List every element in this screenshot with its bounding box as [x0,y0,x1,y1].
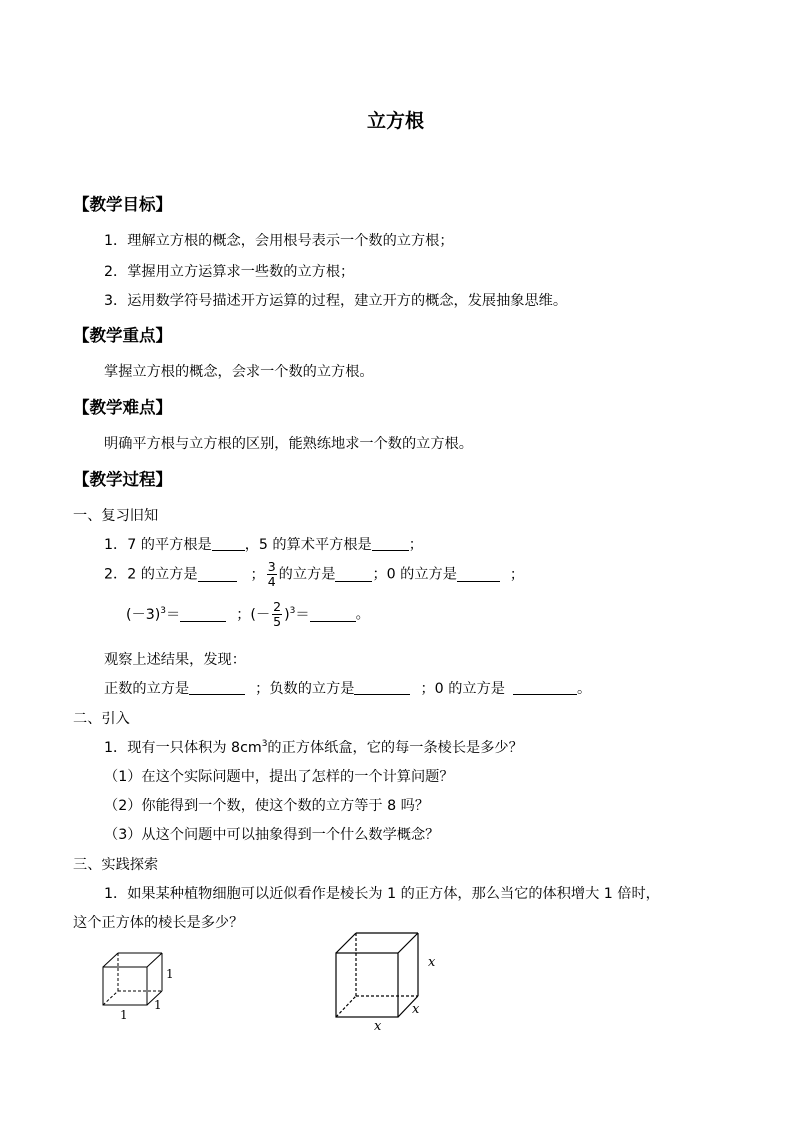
large-cube-figure [336,933,418,1017]
goal-item: 1．理解立方根的概念，会用根号表示一个数的立方根； [104,233,454,249]
small-cube-right-label: 1 [166,967,174,981]
small-cube-front-face [103,967,147,1005]
small-cube-depth-label: 1 [154,998,162,1012]
review-heading: 一、复习旧知 [73,508,159,524]
large-cube-depth-label: x [412,1002,420,1017]
intro-sub-question: （1）在这个实际问题中，提出了怎样的一个计算问题？ [104,769,454,785]
difficult-heading: 【教学难点】 [73,398,172,417]
process-heading: 【教学过程】 [73,470,172,489]
intro-heading: 二、引入 [73,711,130,727]
large-cube-right-label: x [428,955,436,970]
difficult-text: 明确平方根与立方根的区别，能熟练地求一个数的立方根。 [104,436,473,452]
review-line-4: 正数的立方是 ；负数的立方是 ；0 的立方是 。 [104,681,592,697]
intro-sub-question: （2）你能得到一个数，使这个数的立方等于 8 吗？ [104,798,430,814]
observe-text: 观察上述结果，发现： [104,652,246,668]
large-cube-bottom-label: x [374,1019,382,1034]
review-line-3: $(-3)^3=$ ；(－ $\frac{2}{5}$ )$^3$＝ 。 [126,599,370,629]
intro-question-1: 1．现有一只体积为 $8cm^3$的正方体纸盒，它的每一条棱长是多少？ [104,739,523,756]
goals-heading: 【教学目标】 [73,195,172,214]
goal-item: 3．运用数学符号描述开方运算的过程，建立开方的概念，发展抽象思维。 [104,293,568,309]
explore-question-line-1: 1．如果某种植物细胞可以近似看作是棱长为 1 的正方体，那么当它的体积增大 1 倍时， [104,886,660,902]
key-heading: 【教学重点】 [73,326,172,345]
fraction-three-fourths: $\frac{3}{4}$ [267,559,276,589]
fraction-two-fifths: $\frac{2}{5}$ [273,599,282,629]
explore-heading: 三、实践探索 [73,857,159,873]
review-line-1: 1．7 的平方根是 ，5 的算术平方根是 ； [104,537,423,553]
small-cube-bottom-label: 1 [120,1008,128,1022]
key-text: 掌握立方根的概念，会求一个数的立方根。 [104,364,374,380]
review-line-2: 2．2 的立方是 ； $\frac{3}{4}$ 的立方是 ；0 的立方是 ； [104,559,525,589]
goal-item: 2．掌握用立方运算求一些数的立方根； [104,264,355,280]
intro-sub-question: （3）从这个问题中可以抽象得到一个什么数学概念？ [104,827,440,843]
explore-question-line-2: 这个正方体的棱长是多少？ [73,915,244,931]
page-title: 立方根 [367,110,425,132]
